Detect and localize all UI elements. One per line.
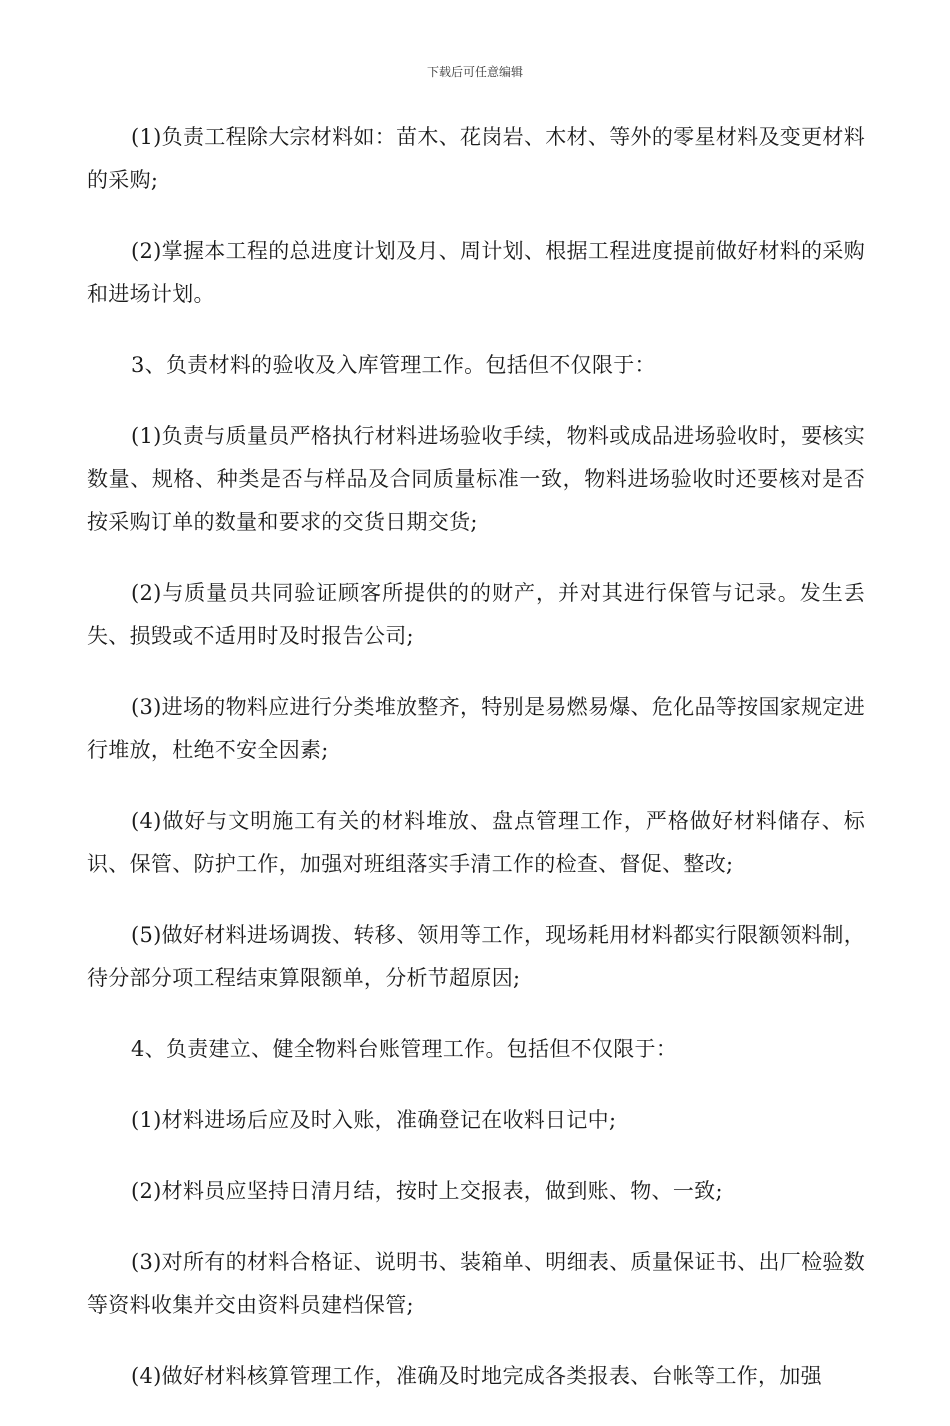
paragraph: (2)材料员应坚持日清月结，按时上交报表，做到账、物、一致; [131, 1179, 723, 1203]
paragraph: (2)与质量员共同验证顾客所提供的的财产，并对其进行保管与记录。发生丢失、损毁或不适用时及时报告公司; [87, 581, 865, 648]
paragraph: (3)进场的物料应进行分类堆放整齐，特别是易燃易爆、危化品等按国家规定进行堆放，杜绝不安全因素; [87, 695, 865, 762]
paragraph: (4)做好与文明施工有关的材料堆放、盘点管理工作，严格做好材料储存、标识、保管、防护工作，加强对班组落实手清工作的检查、督促、整改; [87, 809, 865, 876]
paragraph: (1)负责与质量员严格执行材料进场验收手续，物料或成品进场验收时，要核实数量、规格、种类是否与样品及合同质量标准一致，物料进场验收时还要核对是否按采购订单的数量和要求的交货日期交货; [87, 424, 865, 534]
paragraph: (5)做好材料进场调拨、转移、领用等工作，现场耗用材料都实行限额领料制，待分部分项工程结束算限额单，分析节超原因; [87, 923, 865, 990]
paragraph: (4)做好材料核算管理工作，准确及时地完成各类报表、台帐等工作，加强 [131, 1364, 822, 1388]
section-heading: 4、负责建立、健全物料台账管理工作。包括但不仅限于： [131, 1037, 678, 1061]
paragraph: (1)材料进场后应及时入账，准确登记在收料日记中; [131, 1108, 617, 1132]
paragraph: (2)掌握本工程的总进度计划及月、周计划、根据工程进度提前做好材料的采购和进场计划。 [87, 239, 865, 306]
paragraph: (3)对所有的材料合格证、说明书、装箱单、明细表、质量保证书、出厂检验数等资料收集并交由资料员建档保管; [87, 1250, 865, 1317]
page-header-note: 下载后可任意编辑 [426, 65, 523, 79]
document-body [87, 116, 865, 1426]
section-heading: 3、负责材料的验收及入库管理工作。包括但不仅限于： [131, 353, 656, 377]
paragraph: (1)负责工程除大宗材料如：苗木、花岗岩、木材、等外的零星材料及变更材料的采购; [87, 125, 865, 192]
